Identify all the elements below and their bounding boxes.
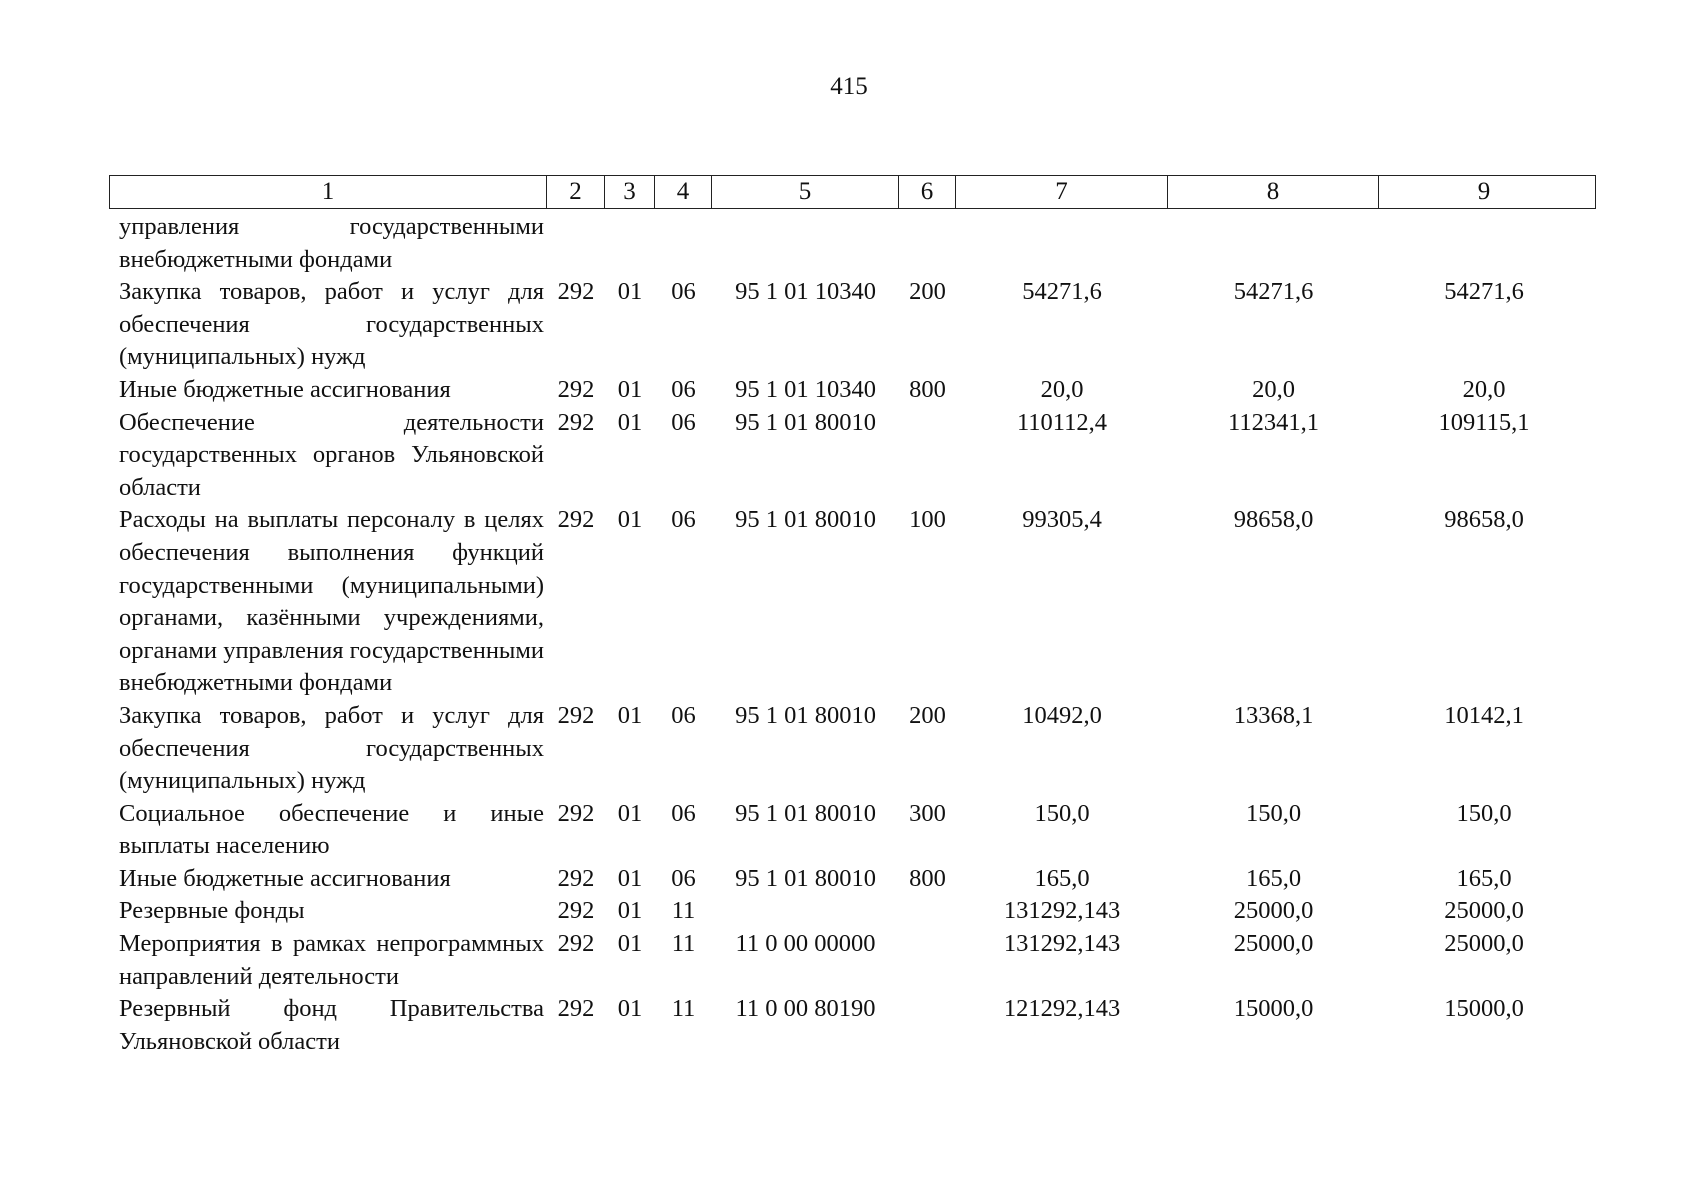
table-row: [109, 211, 1596, 276]
row-target-article-cell: 95 1 01 80010: [735, 701, 876, 729]
row-expense-type-cell: 200: [909, 701, 946, 729]
row-amount-9-cell: 25000,0: [1444, 897, 1524, 925]
table-body: [109, 211, 1596, 1058]
row-amount-9-cell: 54271,6: [1444, 278, 1524, 306]
row-name-cell: Резервный фонд Правительства Ульяновской области: [119, 995, 544, 1055]
row-amount-9-cell: 20,0: [1462, 375, 1506, 403]
row-name-cell: Расходы на выплаты персоналу в целях обеспечения выполнения функций государственными (муниципальными) органами, казёнными учреждениями, органами управления государственными внебюджетными фондами: [119, 506, 544, 697]
row-section-cell: 01: [617, 930, 643, 958]
row-subsection-cell: 11: [671, 897, 696, 925]
row-name-cell: Резервные фонды: [119, 897, 305, 925]
table-row: [109, 993, 1596, 1058]
header-cell-1: 1: [110, 176, 547, 208]
row-name-cell: Закупка товаров, работ и услуг для обеспечения государственных (муниципальных) нужд: [119, 701, 544, 795]
row-amount-9-cell: 98658,0: [1444, 506, 1524, 534]
header-cell-2: 2: [547, 176, 605, 208]
row-amount-9-cell: 25000,0: [1444, 930, 1524, 958]
row-code-cell: 292: [557, 278, 595, 306]
row-target-article-cell: 11 0 00 00000: [735, 930, 876, 958]
row-section-cell: 01: [617, 701, 643, 729]
row-subsection-cell: 11: [671, 930, 696, 958]
row-subsection-cell: 06: [671, 375, 696, 403]
header-cell-7: 7: [956, 176, 1168, 208]
row-section-cell: 01: [617, 278, 643, 306]
row-code-cell: 292: [557, 375, 595, 403]
row-amount-7-cell: 10492,0: [1022, 701, 1102, 729]
row-code-cell: 292: [557, 995, 595, 1023]
row-subsection-cell: 06: [671, 278, 696, 306]
row-code-cell: 292: [557, 506, 595, 534]
row-amount-7-cell: 110112,4: [1016, 408, 1108, 436]
header-cell-3: 3: [605, 176, 655, 208]
row-target-article-cell: 95 1 01 10340: [735, 278, 876, 306]
row-code-cell: 292: [557, 799, 595, 827]
page-number: 415: [830, 73, 868, 100]
row-amount-8-cell: 150,0: [1245, 799, 1302, 827]
row-amount-8-cell: 13368,1: [1233, 701, 1314, 729]
row-amount-7-cell: 54271,6: [1022, 278, 1102, 306]
row-section-cell: 01: [617, 408, 643, 436]
row-code-cell: 292: [557, 408, 595, 436]
table-header: [109, 175, 1596, 209]
row-section-cell: 01: [617, 897, 643, 925]
row-target-article-cell: 95 1 01 80010: [735, 799, 876, 827]
row-expense-type-cell: 200: [909, 278, 946, 306]
row-expense-type-cell: 100: [909, 506, 946, 534]
row-section-cell: 01: [617, 995, 643, 1023]
row-amount-9-cell: 10142,1: [1444, 701, 1524, 729]
row-amount-7-cell: 165,0: [1034, 864, 1090, 892]
row-amount-7-cell: 121292,143: [1003, 995, 1121, 1023]
row-expense-type-cell: 800: [909, 375, 946, 403]
header-cell-6: 6: [899, 176, 956, 208]
row-section-cell: 01: [617, 375, 643, 403]
row-expense-type-cell: 800: [909, 864, 946, 892]
row-amount-9-cell: 109115,1: [1438, 408, 1530, 436]
row-subsection-cell: 06: [671, 701, 696, 729]
row-amount-7-cell: 99305,4: [1022, 506, 1102, 534]
row-target-article-cell: 95 1 01 80010: [735, 506, 876, 534]
row-amount-9-cell: 165,0: [1456, 864, 1512, 892]
table-row: [109, 863, 1596, 896]
row-amount-9-cell: 150,0: [1456, 799, 1512, 827]
table-row: [109, 700, 1596, 798]
row-amount-8-cell: 25000,0: [1233, 897, 1314, 925]
table-row: [109, 895, 1596, 928]
row-amount-7-cell: 131292,143: [1003, 930, 1121, 958]
row-subsection-cell: 06: [671, 864, 696, 892]
row-name-cell: Мероприятия в рамках непрограммных направлений деятельности: [119, 930, 544, 990]
row-section-cell: 01: [617, 864, 643, 892]
row-name-cell: Иные бюджетные ассигнования: [119, 375, 451, 403]
header-cell-5: 5: [712, 176, 899, 208]
row-subsection-cell: 06: [671, 799, 696, 827]
table-row: [109, 928, 1596, 993]
table-row: [109, 798, 1596, 863]
row-subsection-cell: 06: [671, 506, 696, 534]
row-amount-7-cell: 20,0: [1040, 375, 1084, 403]
row-amount-7-cell: 150,0: [1034, 799, 1090, 827]
row-name-cell: Обеспечение деятельности государственных органов Ульяновской области: [119, 408, 544, 501]
row-amount-8-cell: 98658,0: [1233, 506, 1314, 534]
row-code-cell: 292: [557, 864, 595, 892]
row-code-cell: 292: [557, 701, 595, 729]
row-name-cell: Социальное обеспечение и иные выплаты населению: [119, 799, 544, 860]
header-cell-9: 9: [1477, 178, 1491, 205]
row-amount-8-cell: 25000,0: [1233, 930, 1314, 958]
row-target-article-cell: 95 1 01 80010: [735, 408, 876, 436]
row-target-article-cell: 11 0 00 80190: [735, 995, 876, 1023]
header-cell-4: 4: [655, 176, 712, 208]
row-amount-8-cell: 112341,1: [1228, 408, 1319, 436]
row-target-article-cell: 95 1 01 80010: [735, 864, 876, 892]
row-code-cell: 292: [557, 930, 595, 958]
header-cell-8: 8: [1168, 176, 1379, 208]
table-row: [109, 276, 1596, 374]
table-row: [109, 407, 1596, 505]
row-subsection-cell: 11: [671, 995, 696, 1023]
row-name-cell: управления государственными внебюджетными фондами: [119, 213, 544, 273]
row-amount-9-cell: 15000,0: [1444, 995, 1524, 1023]
table-row: [109, 504, 1596, 700]
row-name-cell: Иные бюджетные ассигнования: [119, 864, 451, 892]
row-code-cell: 292: [557, 897, 595, 925]
row-amount-7-cell: 131292,143: [1003, 897, 1121, 925]
row-amount-8-cell: 165,0: [1245, 864, 1302, 892]
row-expense-type-cell: 300: [909, 799, 946, 827]
row-name-cell: Закупка товаров, работ и услуг для обеспечения государственных (муниципальных) нужд: [119, 278, 544, 371]
row-subsection-cell: 06: [671, 408, 696, 436]
row-section-cell: 01: [617, 506, 643, 534]
row-target-article-cell: 95 1 01 10340: [735, 375, 876, 403]
row-amount-8-cell: 20,0: [1252, 375, 1295, 403]
row-amount-8-cell: 15000,0: [1233, 995, 1314, 1023]
row-amount-8-cell: 54271,6: [1233, 278, 1314, 306]
row-section-cell: 01: [617, 799, 643, 827]
table-row: [109, 374, 1596, 407]
